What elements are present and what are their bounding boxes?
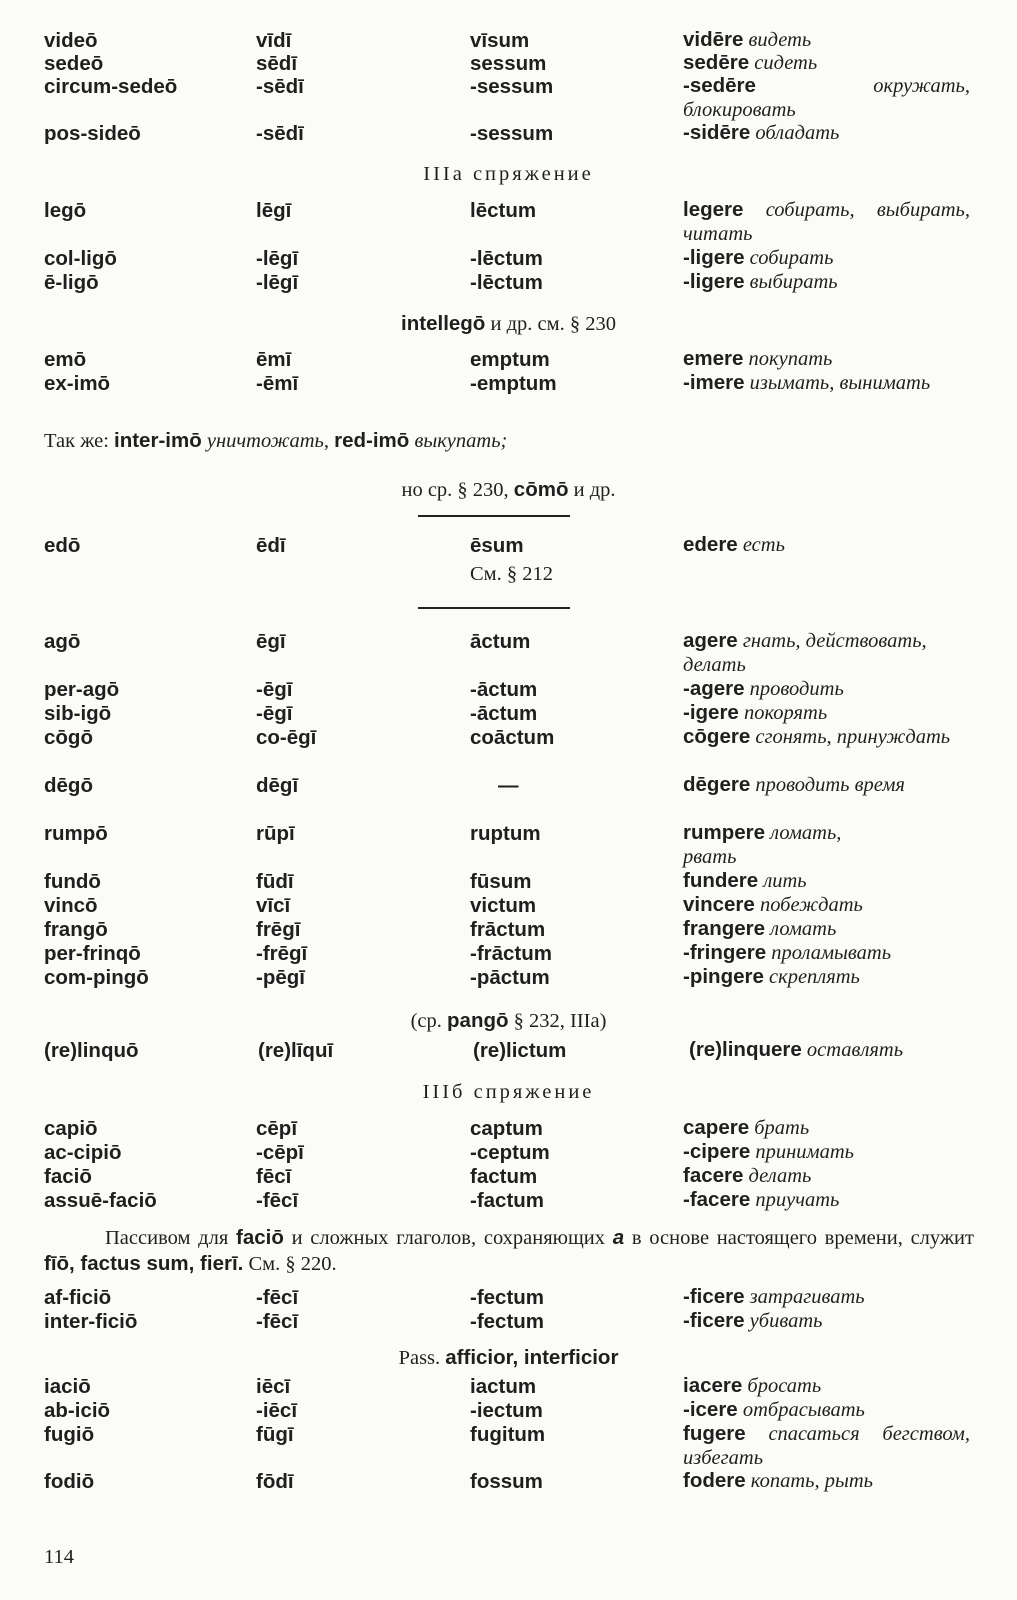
- table-row: [0, 1188, 1017, 1213]
- perfect-form: -sēdī: [256, 75, 304, 98]
- present-form: pos-sideō: [44, 122, 141, 145]
- present-form: per-agō: [44, 678, 120, 701]
- infinitive-translation: capere брать: [683, 1116, 810, 1139]
- present-form: faciō: [44, 1165, 92, 1188]
- present-form: circum-sedeō: [44, 75, 178, 98]
- table-row: [0, 1285, 1017, 1310]
- perfect-form: -iēcī: [256, 1399, 298, 1422]
- present-form: com-pingō: [44, 966, 149, 989]
- supine-form: lēctum: [470, 199, 537, 222]
- cross-reference: (ср. pangō § 232, IIIa): [410, 1009, 607, 1032]
- perfect-form: -lēgī: [256, 271, 299, 294]
- perfect-form: -fēcī: [256, 1286, 299, 1309]
- perfect-form: -frēgī: [256, 942, 308, 965]
- infinitive-translation: agere гнать, действовать, делать: [683, 629, 927, 676]
- infinitive-translation: dēgere проводить время: [683, 773, 905, 796]
- present-form: ac-cipiō: [44, 1141, 122, 1164]
- supine-form: -āctum: [470, 702, 538, 725]
- section-heading-3a: IIIa спряжение: [423, 163, 594, 185]
- table-row: [0, 51, 1017, 76]
- table-row: [0, 1038, 1017, 1063]
- present-form: legō: [44, 199, 87, 222]
- table-row: [0, 1309, 1017, 1334]
- perfect-form: cēpī: [256, 1117, 298, 1140]
- infinitive-translation: facere делать: [683, 1164, 812, 1187]
- infinitive-translation: -ligere собирать: [683, 246, 834, 269]
- perfect-form: dēgī: [256, 774, 299, 797]
- supine-form: -pāctum: [470, 966, 550, 989]
- perfect-form: ēgī: [256, 630, 286, 653]
- infinitive-translation: (re)linquere оставлять: [689, 1038, 904, 1061]
- table-row: [0, 1140, 1017, 1165]
- supine-form: -ceptum: [470, 1141, 550, 1164]
- table-row: [0, 917, 1017, 942]
- table-row: [0, 1469, 1017, 1494]
- supine-form: -lēctum: [470, 271, 543, 294]
- cross-reference: но ср. § 230, cōmō и др.: [401, 478, 616, 501]
- infinitive-translation: -sedēre окружать, блокировать: [683, 74, 970, 121]
- supine-form: emptum: [470, 348, 550, 371]
- perfect-form: co-ēgī: [256, 726, 317, 749]
- supine-form: iactum: [470, 1375, 537, 1398]
- supine-form: -emptum: [470, 372, 557, 395]
- infinitive-translation: -ficere убивать: [683, 1309, 823, 1332]
- supine-form: vīsum: [470, 29, 530, 52]
- passive-forms: Pass. afficior, interficior: [398, 1346, 619, 1369]
- infinitive-translation: -imere изымать, вынимать: [683, 371, 931, 394]
- supine-form: -fectum: [470, 1286, 545, 1309]
- table-row: [0, 1116, 1017, 1141]
- perfect-form: sēdī: [256, 52, 298, 75]
- perfect-form: fēcī: [256, 1165, 292, 1188]
- supine-form: -lēctum: [470, 247, 543, 270]
- infinitive-translation: vincere побеждать: [683, 893, 863, 916]
- infinitive-translation: -ficere затрагивать: [683, 1285, 865, 1308]
- supine-form: -āctum: [470, 678, 538, 701]
- supine-form: frāctum: [470, 918, 546, 941]
- present-form: af-ficiō: [44, 1286, 112, 1309]
- table-row: [0, 533, 1017, 558]
- perfect-form: frēgī: [256, 918, 301, 941]
- perfect-form: fūdī: [256, 870, 294, 893]
- divider: [418, 515, 570, 517]
- present-form: sedeō: [44, 52, 104, 75]
- present-form: edō: [44, 534, 81, 557]
- infinitive-translation: emere покупать: [683, 347, 833, 370]
- table-row: [0, 701, 1017, 726]
- present-form: fodiō: [44, 1470, 95, 1493]
- present-form: vincō: [44, 894, 98, 917]
- present-form: ex-imō: [44, 372, 111, 395]
- present-form: inter-ficiō: [44, 1310, 138, 1333]
- perfect-form: -fēcī: [256, 1189, 299, 1212]
- supine-form: -factum: [470, 1189, 545, 1212]
- supine-form: -sessum: [470, 75, 554, 98]
- infinitive-translation: iacere бросать: [683, 1374, 822, 1397]
- cross-reference: См. § 212: [470, 563, 554, 585]
- present-form: rumpō: [44, 822, 108, 845]
- present-form: agō: [44, 630, 81, 653]
- supine-form: captum: [470, 1117, 543, 1140]
- perfect-form: fōdī: [256, 1470, 294, 1493]
- table-row: [0, 121, 1017, 146]
- present-form: ab-iciō: [44, 1399, 111, 1422]
- perfect-form: fūgī: [256, 1423, 294, 1446]
- present-form: frangō: [44, 918, 108, 941]
- supine-form: -frāctum: [470, 942, 553, 965]
- perfect-form: -cēpī: [256, 1141, 304, 1164]
- supine-form: āctum: [470, 630, 531, 653]
- table-row: [0, 270, 1017, 295]
- present-form: fugiō: [44, 1423, 95, 1446]
- perfect-form: -pēgī: [256, 966, 305, 989]
- supine-form: ēsum: [470, 534, 524, 557]
- infinitive-translation: vidēre видеть: [683, 28, 812, 51]
- perfect-form: (re)līquī: [258, 1039, 334, 1062]
- table-row: [0, 347, 1017, 372]
- perfect-form: -sēdī: [256, 122, 304, 145]
- perfect-form: -fēcī: [256, 1310, 299, 1333]
- present-form: videō: [44, 29, 98, 52]
- infinitive-translation: rumpere ломать, рвать: [683, 821, 842, 868]
- perfect-form: vīcī: [256, 894, 291, 917]
- perfect-form: lēgī: [256, 199, 292, 222]
- infinitive-translation: edere есть: [683, 533, 785, 556]
- infinitive-translation: fundere лить: [683, 869, 807, 892]
- perfect-form: iēcī: [256, 1375, 291, 1398]
- infinitive-translation: -fringere проламывать: [683, 941, 892, 964]
- present-form: capiō: [44, 1117, 98, 1140]
- present-form: emō: [44, 348, 87, 371]
- supine-form: fugitum: [470, 1423, 546, 1446]
- note-so-also: Так же: inter-imō уничтожать, red-imō выкупать;: [44, 429, 508, 452]
- infinitive-translation: fodere копать, рыть: [683, 1469, 873, 1492]
- present-form: iaciō: [44, 1375, 91, 1398]
- supine-form: -fectum: [470, 1310, 545, 1333]
- infinitive-translation: legere собирать, выбирать, читать: [683, 198, 970, 245]
- table-row: [0, 941, 1017, 966]
- supine-form: -iectum: [470, 1399, 543, 1422]
- table-row: [0, 28, 1017, 53]
- present-form: cōgō: [44, 726, 93, 749]
- perfect-form: -lēgī: [256, 247, 299, 270]
- note-passive: Пассивом для faciō и сложных глаголов, сохраняющих a в основе настоящего времени, служит fīō, factus sum, fierī. См. § 220.: [44, 1226, 974, 1275]
- table-row: [0, 1164, 1017, 1189]
- supine-form: ruptum: [470, 822, 541, 845]
- supine-form: fossum: [470, 1470, 543, 1493]
- infinitive-translation: -sidēre обладать: [683, 121, 840, 144]
- table-row: [0, 965, 1017, 990]
- supine-form: —: [498, 774, 519, 797]
- table-row: [0, 1374, 1017, 1399]
- perfect-form: ēmī: [256, 348, 292, 371]
- infinitive-translation: -pingere скреплять: [683, 965, 860, 988]
- perfect-form: vīdī: [256, 29, 292, 52]
- infinitive-translation: -icere отбрасывать: [683, 1398, 865, 1421]
- table-row: [0, 246, 1017, 271]
- infinitive-translation: cōgere сгонять, принуждать: [683, 725, 951, 748]
- perfect-form: ēdī: [256, 534, 286, 557]
- infinitive-translation: -cipere принимать: [683, 1140, 854, 1163]
- infinitive-translation: sedēre сидеть: [683, 51, 818, 74]
- perfect-form: -ēgī: [256, 702, 293, 725]
- infinitive-translation: -ligere выбирать: [683, 270, 838, 293]
- page-number: 114: [44, 1546, 74, 1568]
- perfect-form: rūpī: [256, 822, 295, 845]
- present-form: assuē-faciō: [44, 1189, 157, 1212]
- supine-form: -sessum: [470, 122, 554, 145]
- present-form: per-frinqō: [44, 942, 141, 965]
- supine-form: fūsum: [470, 870, 532, 893]
- present-form: col-ligō: [44, 247, 117, 270]
- supine-form: factum: [470, 1165, 538, 1188]
- present-form: (re)linquō: [44, 1039, 139, 1062]
- present-form: fundō: [44, 870, 101, 893]
- supine-form: (re)lictum: [473, 1039, 567, 1062]
- present-form: dēgō: [44, 774, 93, 797]
- perfect-form: -ēmī: [256, 372, 299, 395]
- infinitive-translation: fugere спасаться бегством, избегать: [683, 1422, 971, 1469]
- table-row: [0, 1398, 1017, 1423]
- supine-form: victum: [470, 894, 537, 917]
- divider: [418, 607, 570, 609]
- infinitive-translation: -agere проводить: [683, 677, 844, 700]
- table-row: [0, 893, 1017, 918]
- infinitive-translation: -facere приучать: [683, 1188, 840, 1211]
- supine-form: sessum: [470, 52, 547, 75]
- infinitive-translation: frangere ломать: [683, 917, 837, 940]
- section-heading-3b: IIIб спряжение: [422, 1081, 595, 1103]
- table-row: [0, 869, 1017, 894]
- present-form: sib-igō: [44, 702, 112, 725]
- perfect-form: -ēgī: [256, 678, 293, 701]
- infinitive-translation: -igere покорять: [683, 701, 828, 724]
- cross-reference: intellegō и др. см. § 230: [401, 312, 616, 335]
- supine-form: coāctum: [470, 726, 555, 749]
- table-row: [0, 677, 1017, 702]
- present-form: ē-ligō: [44, 271, 99, 294]
